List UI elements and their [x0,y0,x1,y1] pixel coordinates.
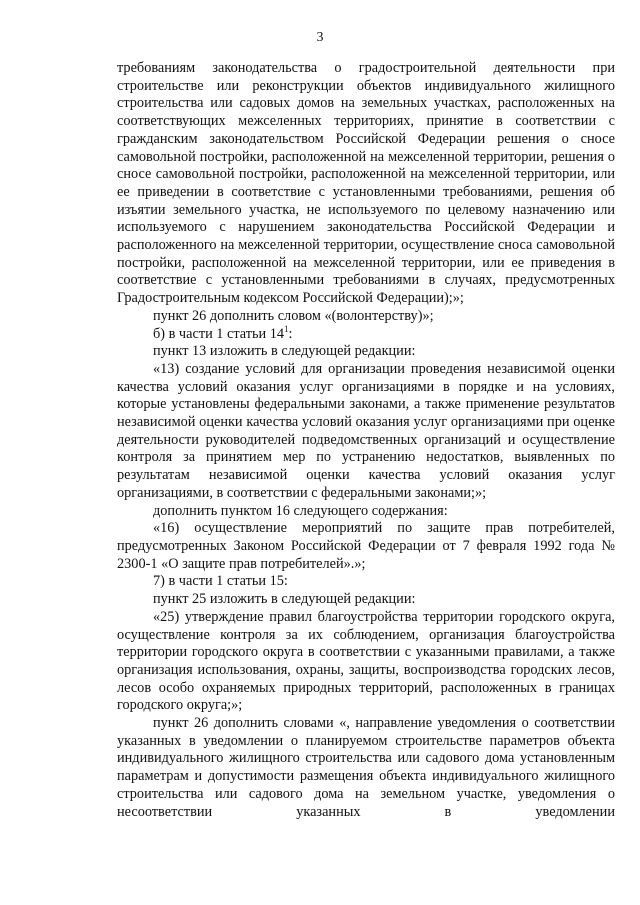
paragraph [117,323,615,344]
paragraph: «25) утверждение правил благоустройства территории городского округа, осуществление контроля за их соблюдением, организация благоустройства территории городского округа в соответствии с указанными правилами, а также организация использования, охраны, защиты, воспроизводства городских лесов, лесов особо охраняемых природных территорий, расположенных в границах городского округа;»; [117,608,615,714]
document-body [117,60,615,821]
paragraph: «16) осуществление мероприятий по защите прав потребителей, предусмотренных Законом Российской Федерации от 7 февраля 1992 года № 2300-1 «О защите прав потребителей».»; [117,520,615,572]
paragraph: «13) создание условий для организации проведения независимой оценки качества условий оказания услуг организациями в порядке и на условиях, которые установлены федеральными законами, а также применение результатов независимой оценки качества условий оказания услуг организациями при оценке деятельности руководителей подведомственных организаций и осуществление контроля за принятием мер по устранению недостатков, выявленных по результатам независимой оценки качества условий оказания услуг организациями, в соответствии с федеральными законами;»; [117,360,615,501]
paragraph: пункт 13 изложить в следующей редакции: [153,343,416,360]
paragraph: пункт 26 дополнить словами «, направление уведомления о соответствии указанных в уведомлении о планируемом строительстве параметров объекта индивидуального жилищного строительства или садового дома установленным параметрам и допустимости размещения объекта индивидуального жилищного строительства или садового дома на земельном участке, уведомления о несоответствии указанных в уведомлении [117,715,615,820]
paragraph-tail: : [288,325,293,342]
paragraph-text: б) в части 1 статьи 14 [153,325,285,342]
paragraph: дополнить пунктом 16 следующего содержания: [153,502,448,519]
page-number: 3 [316,30,324,45]
superscript: 1 [284,323,289,334]
paragraph: пункт 26 дополнить словом «(волонтерству)»; [153,307,434,324]
paragraph: 7) в части 1 статьи 15: [153,573,288,590]
paragraph: пункт 25 изложить в следующей редакции: [153,591,416,608]
paragraph: требованиям законодательства о градостроительной деятельности при строительстве или реконструкции объектов индивидуального жилищного строительства или садовых домов на земельных участках, расположенных на соответствующих межселенных территориях, принятие в соответствии с гражданским законодательством Российской Федерации решения о сносе самовольной постройки, расположенной на межселенной территории, решения о сносе самовольной постройки, расположенной на межселенной территории, или ее приведении в соответствие с установленными требованиями, решения об изъятии земельного участка, не используемого по целевому назначению или используемого с нарушением законодательства Российской Федерации и расположенного на межселенной территории, осуществление сноса самовольной постройки, расположенной на межселенной территории, или ее приведения в соответствие с установленными требованиями в случаях, предусмотренных Градостроительным кодексом Российской Федерации);»; [117,60,615,307]
